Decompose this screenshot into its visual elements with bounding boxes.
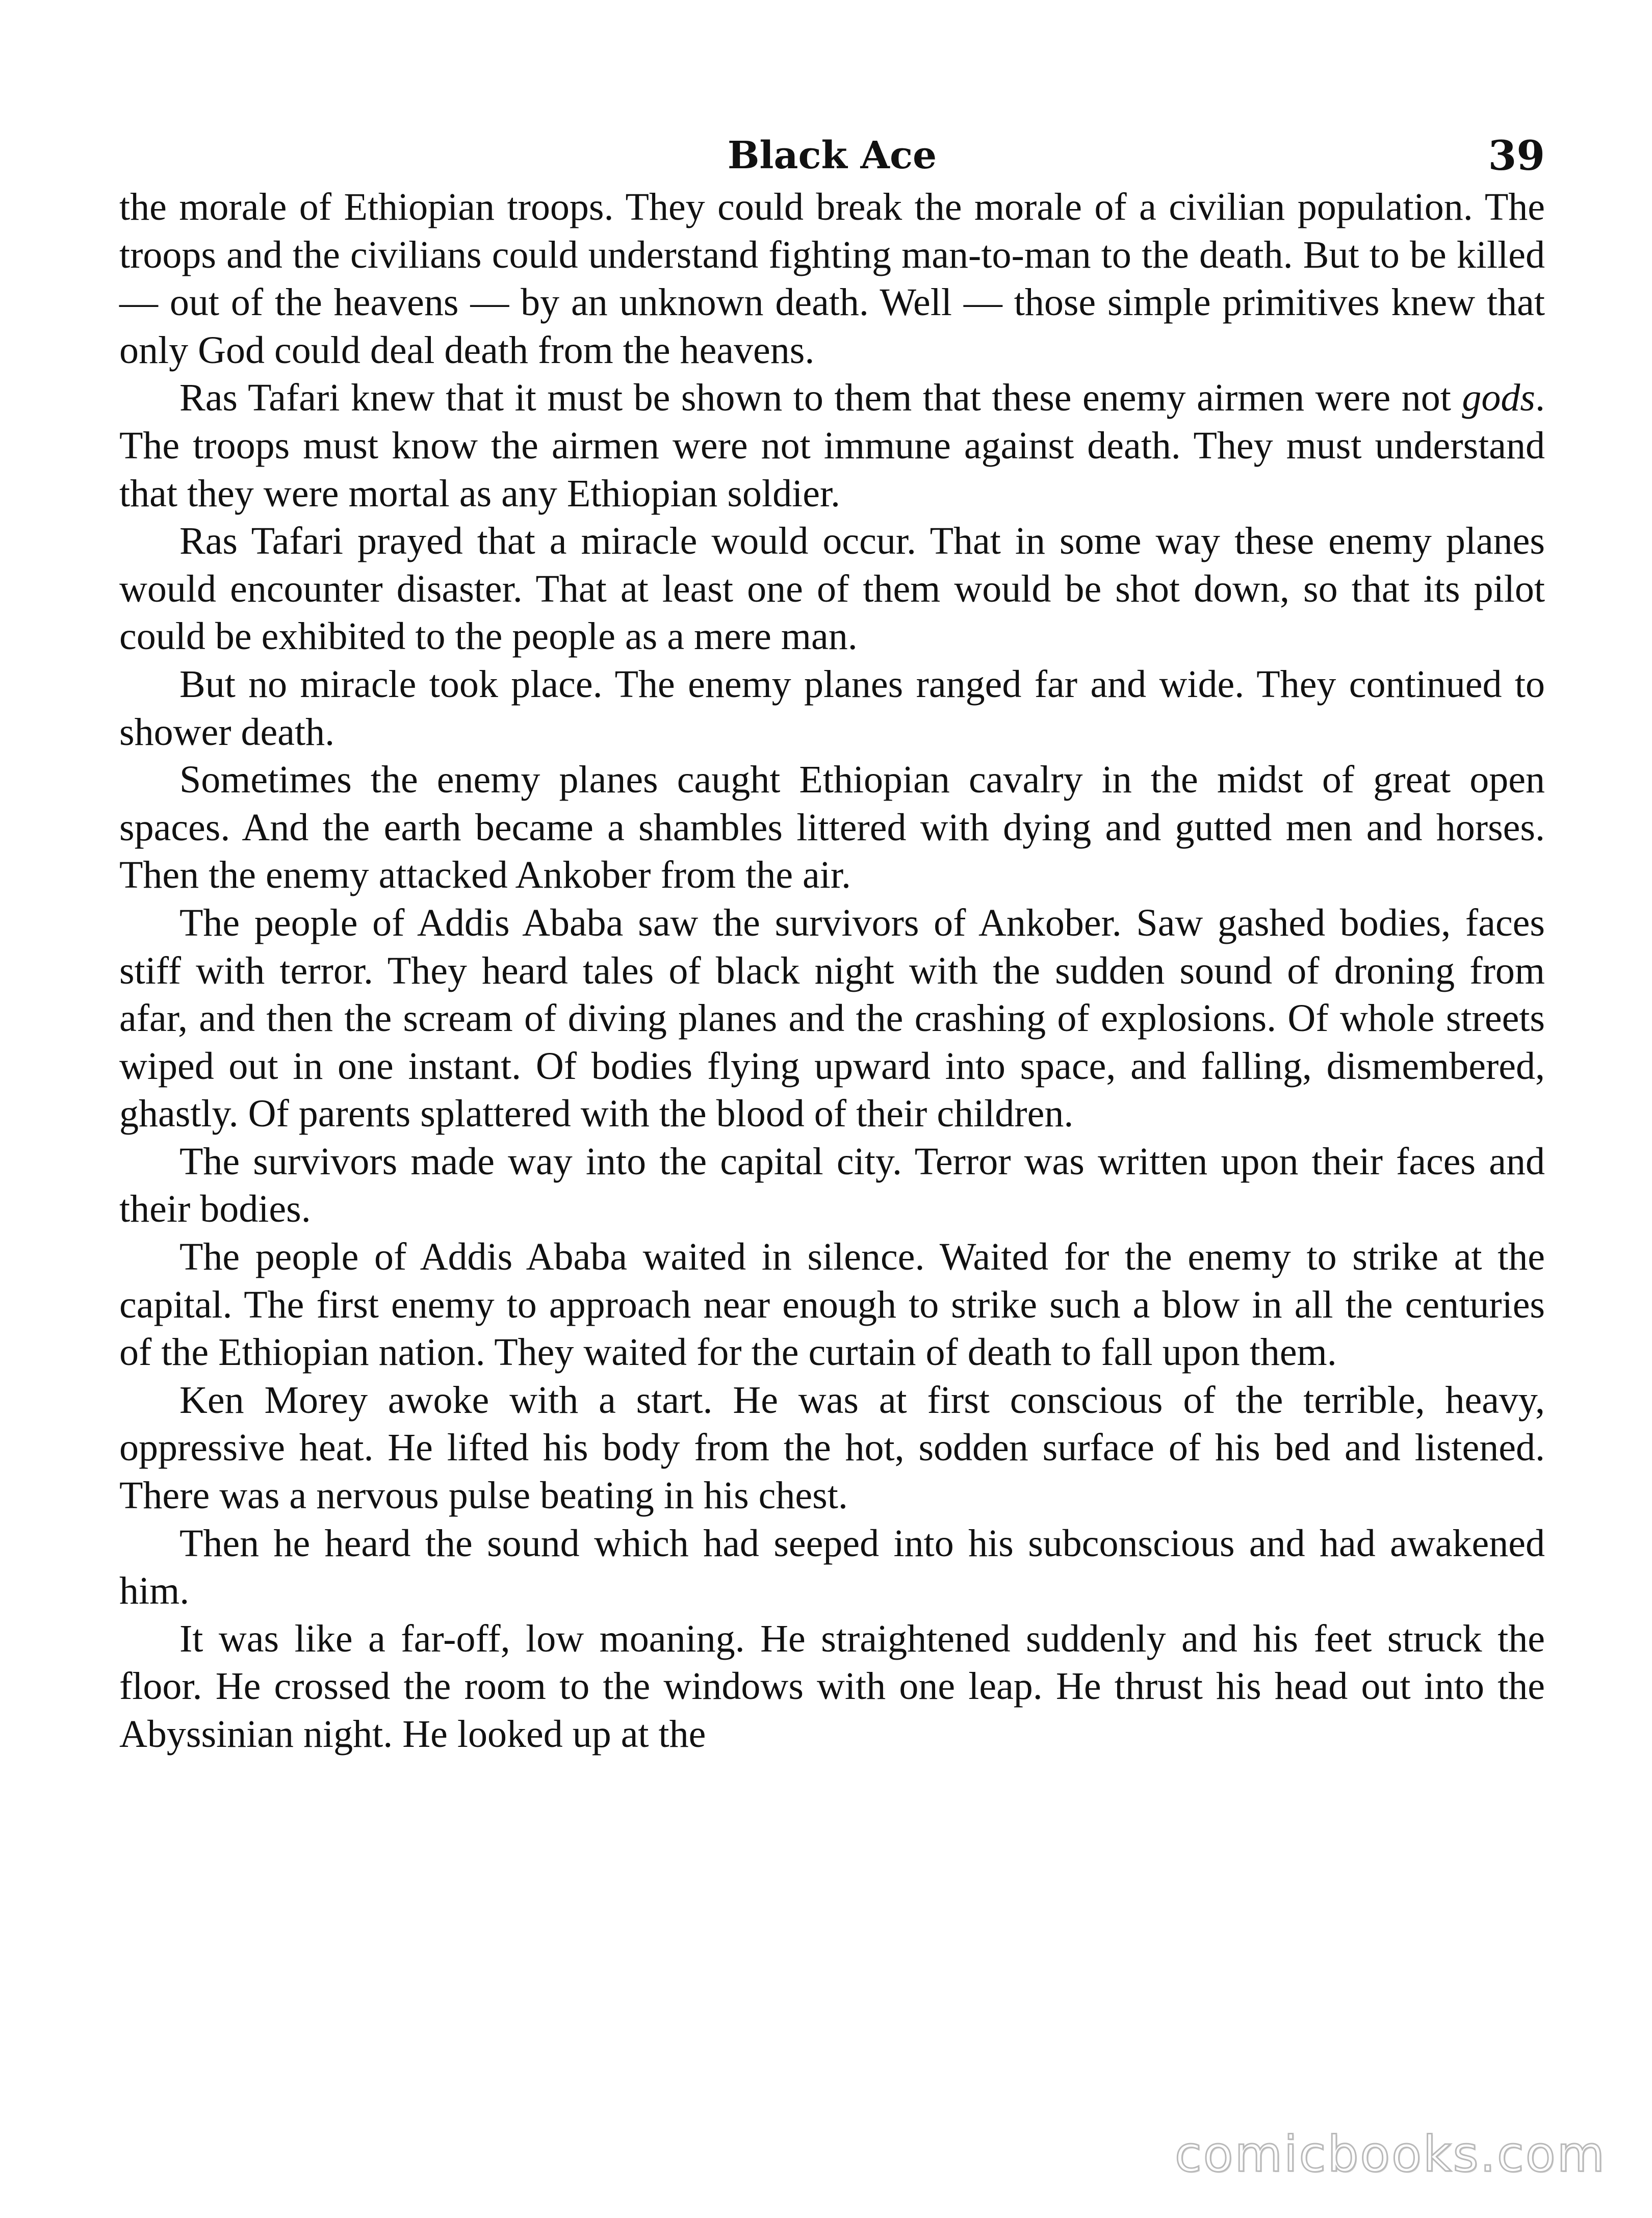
paragraph-11: It was like a far-off, low moaning. He straightened suddenly and his feet struck the floor. He crossed the room to the windows with one leap. He thrust his head out into the Abyssinian night. He looked up at the [119, 1617, 1545, 1756]
paragraph-9: Ken Morey awoke with a start. He was at first conscious of the terrible, heavy, oppressive heat. He lifted his body from the hot, sodden surface of his bed and listened. There was a nervous pulse beating in his chest. [119, 1378, 1545, 1517]
running-head [119, 127, 1545, 184]
paragraph-2 [119, 374, 1545, 518]
book-page [119, 127, 1545, 2091]
paragraph-4: But no miracle took place. The enemy planes ranged far and wide. They continued to shower death. [119, 662, 1545, 754]
paragraph-3: Ras Tafari prayed that a miracle would occur. That in some way these enemy planes would encounter disaster. That at least one of them would be shot down, so that its pilot could be exhibited to the people as a mere man. [119, 520, 1545, 658]
paragraph-10: Then he heard the sound which had seeped into his subconscious and had awakened him. [119, 1521, 1545, 1613]
paragraph-2-text-after: . The troops must know the airmen were not immune against death. They must understand that they were mortal as any Ethiopian soldier. [119, 376, 1545, 515]
paragraph-1: the morale of Ethiopian troops. They could break the morale of a civilian population. The troops and the civilians could understand fighting man-to-man to the death. But to be killed — out of the heavens — by an unknown death. Well — those simple primitives knew that only God could deal death from the heavens. [119, 186, 1545, 372]
paragraph-2-text-before: Ras Tafari knew that it must be shown to them that these enemy airmen were not [179, 376, 1462, 420]
paragraph-7: The survivors made way into the capital city. Terror was written upon their faces and their bodies. [119, 1140, 1545, 1231]
site-watermark: comicbooks.com [1174, 2126, 1606, 2183]
paragraph-8: The people of Addis Ababa waited in silence. Waited for the enemy to strike at the capital. The first enemy to approach near enough to strike such a blow in all the centuries of the Ethiopian nation. They waited for the curtain of death to fall upon them. [119, 1235, 1545, 1374]
paragraph-5: Sometimes the enemy planes caught Ethiopian cavalry in the midst of great open spaces. And the earth became a shambles littered with dying and gutted men and horses. Then the enemy attacked Ankober from the air. [119, 758, 1545, 897]
paragraph-2-emphasis: gods [1462, 376, 1535, 420]
body-text [119, 184, 1545, 1759]
running-head-title: Black Ace [727, 134, 937, 177]
paragraph-6: The people of Addis Ababa saw the survivors of Ankober. Saw gashed bodies, faces stiff with terror. They heard tales of black night with the sudden sound of droning from afar, and then the scream of diving planes and the crashing of explosions. Of whole streets wiped out in one instant. Of bodies flying upward into space, and falling, dismembered, ghastly. Of parents splattered with the blood of their children. [119, 901, 1545, 1136]
page-number: 39 [1488, 132, 1545, 179]
